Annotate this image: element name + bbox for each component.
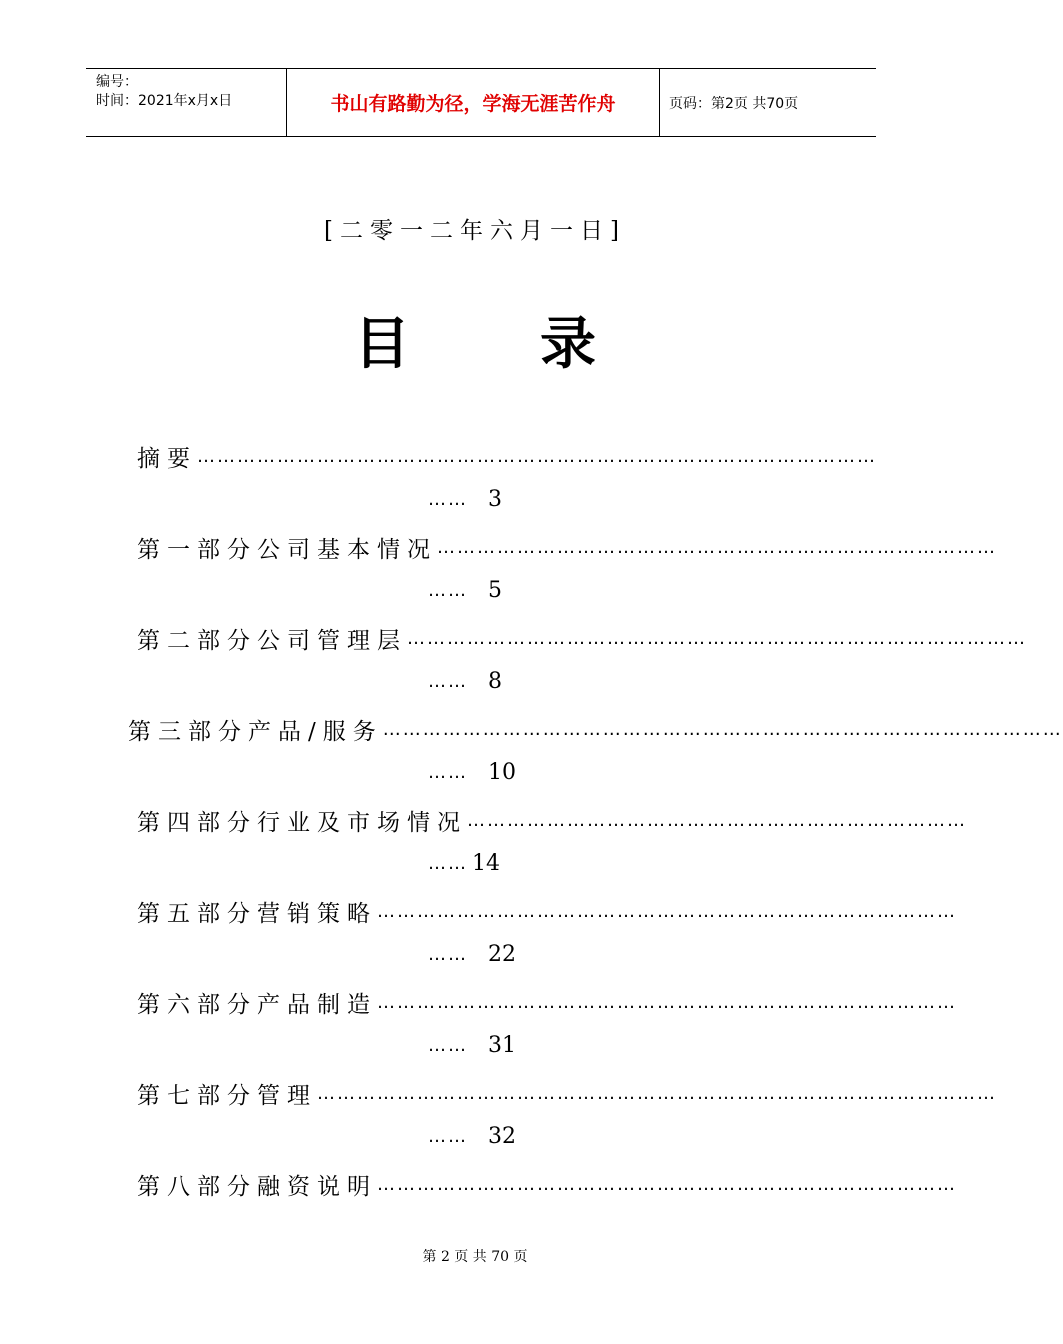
toc-title-char-2: 录: [540, 312, 596, 377]
toc-leader-cont: ……: [428, 488, 468, 510]
toc-leader-cont: ……: [428, 943, 468, 965]
toc-name: 营销策略: [257, 900, 377, 927]
toc-page: 3: [488, 486, 502, 512]
toc-part: 第四部分: [137, 809, 257, 836]
toc-entry[interactable]: [0, 713, 1063, 804]
toc-page: 10: [488, 759, 516, 785]
toc-page: 22: [488, 941, 516, 967]
toc-entry[interactable]: [0, 440, 950, 531]
toc-page: 32: [488, 1123, 516, 1149]
toc-leader: …………………………………………………………………………: [437, 536, 997, 558]
toc-name: 产品制造: [257, 991, 377, 1018]
toc-entry[interactable]: [0, 895, 957, 986]
toc-leader-cont: ……: [428, 761, 468, 783]
header-page-info: 页码：第2页 共70页: [669, 95, 799, 112]
toc-title-char-1: 目: [354, 312, 410, 377]
toc-page: 14: [472, 850, 500, 876]
toc-title: [0, 300, 950, 380]
header-motto: 书山有路勤为径，学海无涯苦作舟: [287, 69, 660, 136]
toc-name: 管理: [257, 1082, 317, 1109]
toc-name: 公司管理层: [257, 627, 407, 654]
toc-leader-cont: ……: [428, 670, 468, 692]
toc-leader-cont: ……: [428, 1034, 468, 1056]
time-label: 时间：2021年x月x日: [96, 93, 233, 109]
toc-part: 第六部分: [137, 991, 257, 1018]
toc-part: 第三部分: [128, 718, 248, 745]
toc-part: 第八部分: [137, 1173, 257, 1200]
toc-part: 摘要: [137, 445, 197, 472]
toc-entry[interactable]: [0, 1077, 997, 1168]
toc-page: 5: [488, 577, 502, 603]
toc-leader: …………………………………………………………………………………………: [197, 445, 877, 467]
toc-part: 第二部分: [137, 627, 257, 654]
toc-leader: ……………………………………………………………………………: [377, 1173, 957, 1195]
date-line: [二零一二年六月一日]: [324, 218, 626, 244]
toc-entry[interactable]: [0, 986, 957, 1077]
toc-leader: ……………………………………………………………………………: [377, 991, 957, 1013]
toc-name: 产品/服务: [248, 718, 383, 745]
page-header: [86, 68, 876, 137]
toc-leader-cont: ……: [428, 1125, 468, 1147]
toc-page: 31: [488, 1032, 516, 1058]
number-label: 编号：: [96, 74, 138, 90]
page-footer: 第 2 页 共 70 页: [422, 1249, 528, 1265]
toc-leader: …………………………………………………………………………………: [407, 627, 1027, 649]
toc-part: 第五部分: [137, 900, 257, 927]
toc-part: 第七部分: [137, 1082, 257, 1109]
toc-entry[interactable]: [0, 531, 997, 622]
toc-name: 融资说明: [257, 1173, 377, 1200]
toc-part: 第一部分: [137, 536, 257, 563]
toc-entry[interactable]: [0, 804, 967, 895]
toc-leader-cont: ……: [428, 579, 468, 601]
toc-name: 行业及市场情况: [257, 809, 467, 836]
toc-leader-cont: ……: [428, 852, 468, 874]
toc-leader: …………………………………………………………………: [467, 809, 967, 831]
toc-leader: ……………………………………………………………………………: [377, 900, 957, 922]
toc-leader: …………………………………………………………………………………………: [317, 1082, 997, 1104]
toc-page: 8: [488, 668, 502, 694]
toc-leader: …………………………………………………………………………………………: [382, 718, 1063, 740]
toc-name: 公司基本情况: [257, 536, 437, 563]
header-meta: [86, 69, 287, 136]
toc-entry[interactable]: [0, 622, 1027, 713]
